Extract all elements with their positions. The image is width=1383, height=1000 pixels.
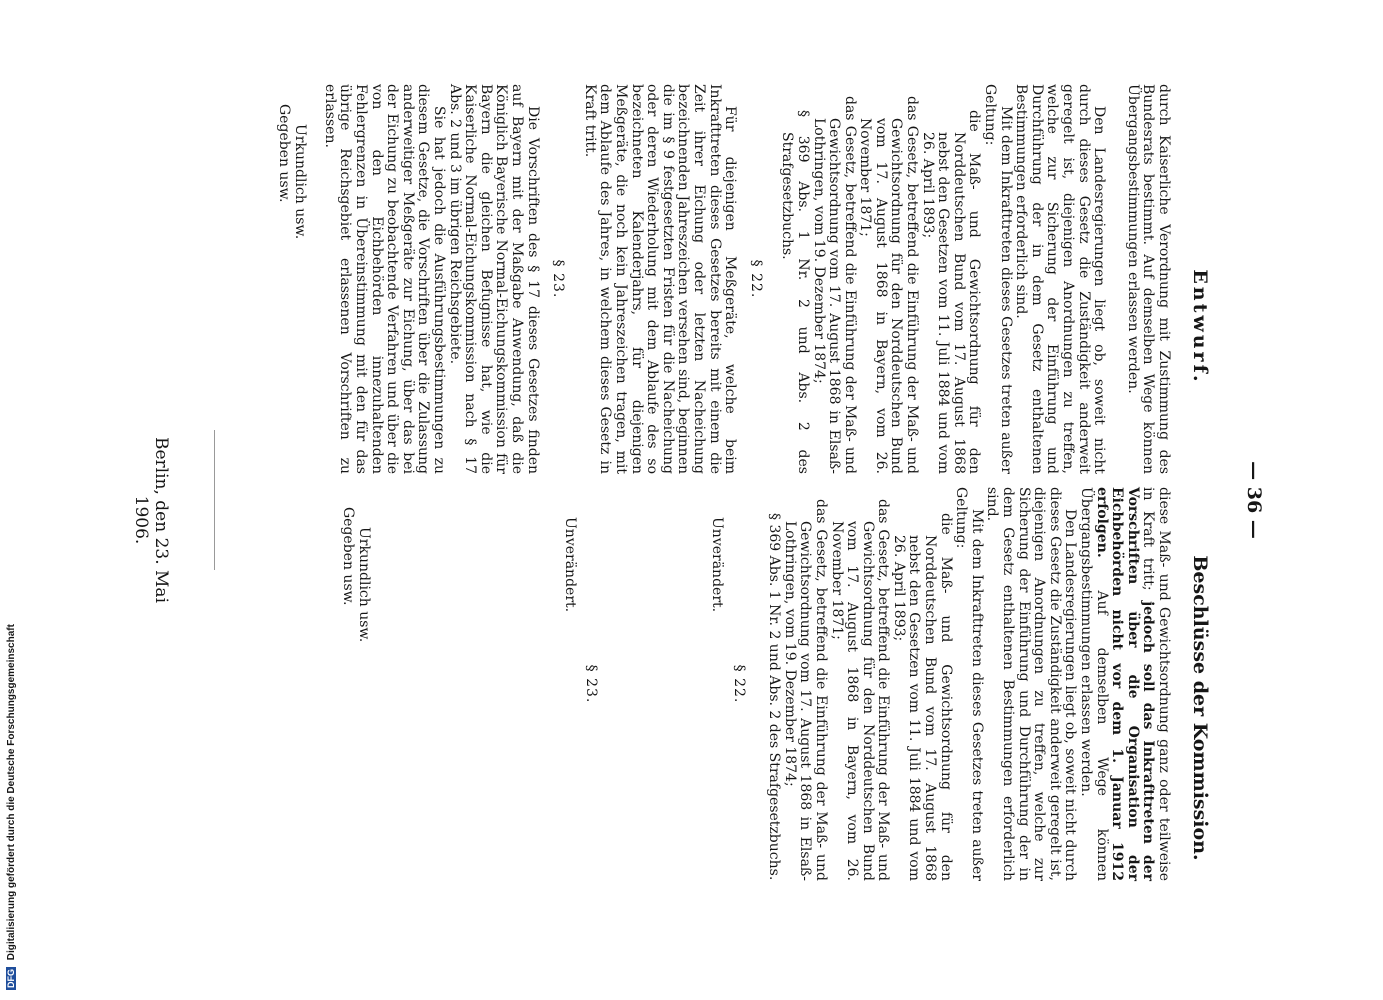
- left-landesregierungen-paragraph: Den Landesregierungen liegt ob, soweit nicht durch dieses Gesetz die Zuständigkeit anderweit geregelt ist, diejenigen Anordnungen zu treffen, welche zur Sicherung der Einführung und Durchführung der in dem Gesetz enthaltenen Bestimmungen erforderlich sind.: [1013, 84, 1108, 474]
- right-inkrafttreten-paragraph: Mit dem Inkrafttreten dieses Gesetzes treten außer Geltung:: [953, 487, 985, 881]
- left-section-23-heading: § 23.: [550, 259, 567, 299]
- left-section-22-text: Für diejenigen Meßgeräte, welche beim Inkrafttreten dieses Gesetzes bereits mit einem die Zeit ihrer Eichung oder letzten Nacheichung bezeichnenden Jahreszeichen versehen sind, beginnen die im § 9 festgesetzten Fristen für die Nacheichung oder deren Wiederholung mit dem Ablaufe des so bezeichneten Kalenderjahrs, für diejenigen Meßgeräte, die noch kein Jahreszeichen tragen, mit dem Ablaufe des Jahres, in welchem dieses Gesetz in Kraft tritt.: [581, 84, 739, 474]
- place-date-line: Berlin, den 23. Mai 1906.: [131, 436, 171, 604]
- closing-line: Gegeben usw.: [275, 104, 292, 203]
- left-inkrafttreten-paragraph: Mit dem Inkrafttreten dieses Gesetzes treten außer Geltung:: [982, 84, 1014, 474]
- right-intro-bold-text: jedoch soll das Inkrafttreten der Vorschriften über die Organisation der Eichbehörden nicht vor dem 1. Januar 1912 erfolgen.: [1093, 487, 1157, 881]
- left-closing: [275, 84, 307, 474]
- list-item: das Gesetz, betreffend die Einführung der Maß- und Gewichtsordnung vom 17. August 1868 in Elsaß-Lothringen, vom 19. Dezember 1874;: [810, 96, 858, 474]
- right-landesregierungen-paragraph: Den Landesregierungen liegt ob, soweit nicht durch dieses Gesetz die Zuständigkeit anderweit geregelt ist, diejenigen Anordnungen zu treffen, welche zur Sicherung der Einführung und Durchführung der in dem Gesetz enthaltenen Bestimmungen erforderlich sind.: [984, 487, 1079, 881]
- list-item: § 369 Abs. 1 Nr. 2 und Abs. 2 des Strafgesetzbuchs.: [779, 110, 811, 474]
- right-section-23-text: Unverändert.: [561, 517, 578, 613]
- list-item: das Gesetz, betreffend die Einführung der Maß- und Gewichtsordnung für den Norddeutschen Bund vom 17. August 1868 in Bayern, vom 26. November 1871;: [828, 499, 892, 881]
- right-heading: Beschlüsse der Kommission.: [1189, 555, 1211, 861]
- list-item: die Maß- und Gewichtsordnung für den Norddeutschen Bund vom 17. August 1868 nebst den Gesetzen vom 11. Juli 1884 und vom 26. April 1893;: [919, 110, 983, 474]
- separator-rule: [214, 430, 215, 570]
- list-item: das Gesetz, betreffend die Einführung der Maß- und Gewichtsordnung für den Norddeutschen Bund vom 17. August 1868 in Bayern, vom 26. November 1871;: [857, 96, 921, 474]
- left-heading: Entwurf.: [1189, 269, 1211, 385]
- list-item: die Maß- und Gewichtsordnung für den Norddeutschen Bund vom 17. August 1868 nebst den Gesetzen vom 11. Juli 1884 und vom 26. April 1893;: [890, 513, 954, 881]
- right-intro-text-b: Auf demselben Wege können Übergangsbestimmungen erlassen werden.: [1078, 487, 1110, 882]
- right-repealed-laws-list: [766, 487, 953, 881]
- right-section-23-heading: § 23.: [583, 664, 600, 704]
- funding-note: [6, 600, 17, 990]
- right-section-22-text: Unverändert.: [708, 517, 725, 613]
- closing-line: Urkundlich usw.: [356, 527, 373, 643]
- left-section-23-paragraph-2: Sie hat jedoch die Ausführungsbestimmungen zu diesem Gesetze, die Vorschriften über die Zulassung anderweitiger Meßgeräte zur Eichung, über das bei der Eichung zu beobachtende Verfahren und über die von den Eichbehörden innezuhaltenden Fehlergrenzen in Übereinstimmung mit den für das übrige Reichsgebiet erlassenen Vorschriften zu erlassen.: [321, 84, 448, 474]
- list-item: § 369 Abs. 1 Nr. 2 und Abs. 2 des Strafgesetzbuchs.: [766, 513, 783, 881]
- dfg-logo: DFG: [6, 969, 16, 988]
- right-section-22-heading: § 22.: [730, 664, 747, 704]
- closing-line: Gegeben usw.: [339, 507, 356, 606]
- closing-line: Urkundlich usw.: [292, 124, 309, 240]
- right-closing: [339, 487, 371, 881]
- left-repealed-laws-list: [779, 84, 982, 474]
- right-intro-paragraph: [1077, 487, 1171, 881]
- list-item: das Gesetz, betreffend die Einführung der Maß- und Gewichtsordnung vom 17. August 1868 in Elsaß-Lothringen, vom 19. Dezember 1874;: [781, 499, 829, 881]
- left-section-22-heading: § 22.: [747, 259, 764, 299]
- right-column: [338, 487, 1171, 881]
- left-column: [274, 84, 1171, 474]
- page-number: — 36 —: [1243, 461, 1265, 539]
- right-intro-text-a: diese Maß- und Gewichtsordnung ganz oder teilweise in Kraft tritt;: [1140, 487, 1172, 881]
- funding-note-text: Digitalisierung gefördert durch die Deutsche Forschungsgemeinschaft: [6, 624, 17, 961]
- left-section-23-paragraph-1: Die Vorschriften des § 17 dieses Gesetzes finden auf Bayern mit der Maßgabe Anwendung, daß die Königlich Bayerische Normal-Eichungskommission für Bayern die gleichen Befugnisse hat, wie die Kaiserliche Normal-Eichungskommission nach § 17 Abs. 2 und 3 im übrigen Reichsgebiete.: [446, 84, 541, 474]
- left-intro-paragraph: durch Kaiserliche Verordnung mit Zustimmung des Bundesrats bestimmt. Auf demselben Wege können Übergangsbestimmungen erlassen werden.: [1124, 84, 1172, 474]
